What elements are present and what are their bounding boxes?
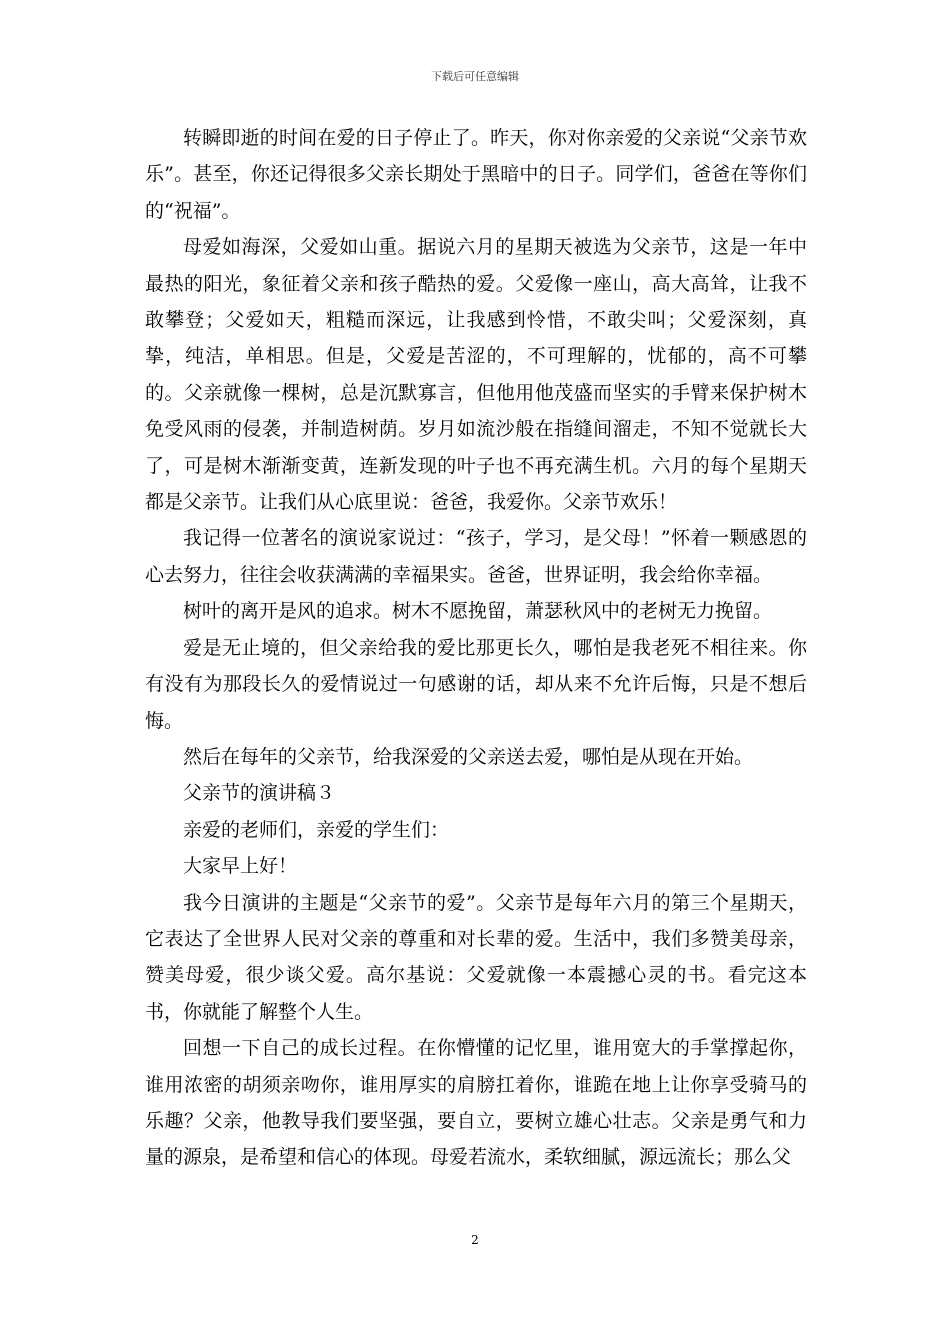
paragraph: 回想一下自己的成长过程。在你懵懂的记忆里，谁用宽大的手掌撑起你，谁用浓密的胡须亲吻你，谁用厚实的肩膀扛着你，谁跪在地上让你享受骑马的乐趣？父亲，他教导我们要坚强，要自立，要树立雄心壮志。父亲是勇气和力量的源泉，是希望和信心的体现。母爱若流水，柔软细腻，源远流长；那么父 [145,1037,807,1169]
document-body [145,120,807,1176]
paragraph: 爱是无止境的，但父亲给我的爱比那更长久，哪怕是我老死不相往来。你有没有为那段长久的爱情说过一句感谢的话，却从来不允许后悔，只是不想后悔。 [145,636,807,732]
page-header: 下载后可任意编辑 [431,70,519,83]
paragraph: 然后在每年的父亲节，给我深爱的父亲送去爱，哪怕是从现在开始。 [183,745,754,768]
paragraph: 转瞬即逝的时间在爱的日子停止了。昨天，你对你亲爱的父亲说“父亲节欢乐”。甚至，你还记得很多父亲长期处于黑暗中的日子。同学们，爸爸在等你们的“祝福”。 [145,127,807,222]
section-heading: 父亲节的演讲稿３ [183,782,336,805]
paragraph: 我今日演讲的主题是“父亲节的爱”。父亲节是每年六月的第三个星期天，它表达了全世界人民对父亲的尊重和对长辈的爱。生活中，我们多赞美母亲，赞美母爱，很少谈父爱。高尔基说：父爱就像一本震撼心灵的书。看完这本书，你就能了解整个人生。 [145,891,807,1023]
greeting: 大家早上好！ [183,855,298,878]
paragraph: 我记得一位著名的演说家说过：“孩子，学习，是父母！”怀着一颗感恩的心去努力，往往会收获满满的幸福果实。爸爸，世界证明，我会给你幸福。 [145,527,807,586]
page-number: 2 [471,1233,479,1247]
salutation: 亲爱的老师们，亲爱的学生们： [183,818,450,841]
paragraph: 母爱如海深，父爱如山重。据说六月的星期天被选为父亲节，这是一年中最热的阳光，象征着父亲和孩子酷热的爱。父爱像一座山，高大高耸，让我不敢攀登；父爱如天，粗糙而深远，让我感到怜惜，不敢尖叫；父爱深刻，真挚，纯洁，单相思。但是，父爱是苦涩的，不可理解的，忧郁的，高不可攀的。父亲就像一棵树，总是沉默寡言，但他用他茂盛而坚实的手臂来保护树木免受风雨的侵袭，并制造树荫。岁月如流沙般在指缝间溜走，不知不觉就长大了，可是树木渐渐变黄，连新发现的叶子也不再充满生机。六月的每个星期天都是父亲节。让我们从心底里说：爸爸，我爱你。父亲节欢乐！ [145,236,807,514]
paragraph: 树叶的离开是风的追求。树木不愿挽留，萧瑟秋风中的老树无力挽留。 [183,600,773,623]
